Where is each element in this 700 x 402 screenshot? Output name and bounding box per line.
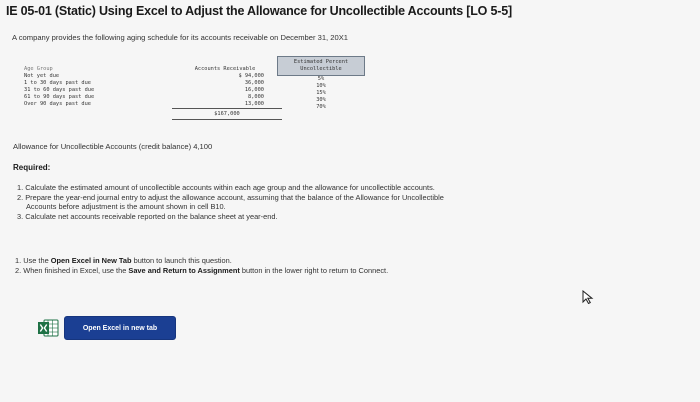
percent-header-line2: Uncollectible xyxy=(300,66,342,72)
allowance-balance-text: Allowance for Uncollectible Accounts (credit balance) 4,100 xyxy=(13,142,213,151)
total-rule-top xyxy=(172,108,282,109)
excel-icon xyxy=(37,318,59,338)
percent-header-line1: Estimated Percent xyxy=(293,59,349,65)
ar-cell: 36,000 xyxy=(244,80,264,86)
required-heading: Required: xyxy=(13,163,51,172)
requirement-2: 2. Prepare the year-end journal entry to adjust the allowance account, assuming that the balance of the Allowance for Uncollectible xyxy=(17,192,444,202)
open-excel-button[interactable]: Open Excel in new tab xyxy=(64,316,176,340)
ar-header: Accounts Receivable xyxy=(194,66,256,72)
requirement-1: 1. Calculate the estimated amount of uncollectible accounts within each age group and the allowance for uncollectible accounts. xyxy=(17,183,435,192)
intro-text: A company provides the following aging schedule for its accounts receivable on December 31, 20X1 xyxy=(12,33,349,42)
age-row: 61 to 90 days past due xyxy=(24,94,95,100)
requirement-2-continued: Accounts before adjustment is the amount shown in cell B10. xyxy=(26,202,226,212)
age-group-column xyxy=(24,66,174,108)
instruction-2-pre: 2. When finished in Excel, use the xyxy=(15,266,129,275)
pct-cell: 70% xyxy=(316,104,326,110)
age-row: Over 90 days past due xyxy=(24,101,91,107)
ar-cell: 13,000 xyxy=(244,101,264,107)
age-row: 1 to 30 days past due xyxy=(24,80,91,86)
pct-cell: 10% xyxy=(316,83,326,89)
mouse-pointer-icon xyxy=(582,290,594,304)
ar-cell: 16,000 xyxy=(244,87,264,93)
age-row: 31 to 60 days past due xyxy=(24,87,95,93)
percent-column xyxy=(299,76,343,111)
ar-column xyxy=(184,73,264,108)
instruction-1 xyxy=(15,256,675,266)
page-title: IE 05-01 (Static) Using Excel to Adjust the Allowance for Uncollectible Accounts [LO 5-5] xyxy=(6,4,512,18)
ar-total: $167,000 xyxy=(214,111,240,117)
instruction-1-bold: Open Excel in New Tab xyxy=(50,256,132,265)
requirement-3: 3. Calculate net accounts receivable reported on the balance sheet at year-end. xyxy=(17,211,278,221)
ar-cell: 8,000 xyxy=(248,94,264,100)
pct-cell: 15% xyxy=(316,90,326,96)
pct-cell: 5% xyxy=(317,76,325,82)
instruction-2 xyxy=(15,266,675,276)
age-row: Not yet due xyxy=(24,73,60,79)
instruction-1-post: button to launch this question. xyxy=(131,256,232,265)
total-rule-bottom xyxy=(172,119,282,120)
instruction-2-post: button in the lower right to return to Connect. xyxy=(239,266,389,275)
requirements-list xyxy=(17,183,677,221)
instructions xyxy=(15,256,675,276)
age-header: Age Group xyxy=(24,66,53,72)
pct-cell: 30% xyxy=(316,97,326,103)
instruction-2-bold: Save and Return to Assignment xyxy=(128,266,240,275)
aging-schedule xyxy=(14,56,366,136)
instruction-1-pre: 1. Use the xyxy=(15,256,51,265)
percent-header-box xyxy=(277,56,365,76)
ar-cell: $ 94,000 xyxy=(238,73,264,79)
